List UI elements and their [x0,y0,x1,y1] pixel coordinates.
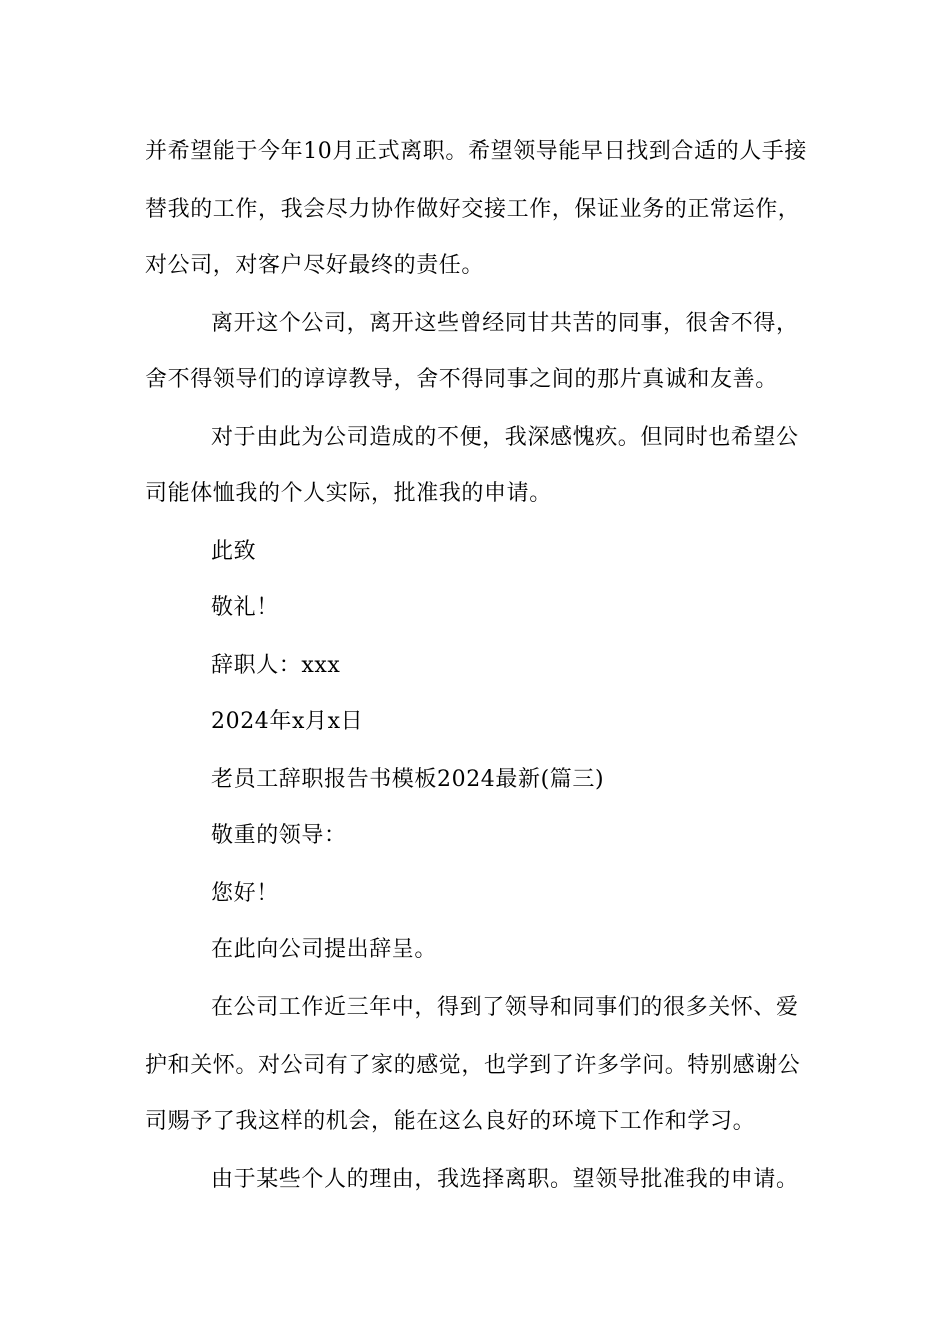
paragraph-line: 离开这个公司，离开这些曾经同甘共苦的同事，很舍不得， [211,311,799,336]
greeting-line: 您好！ [211,881,279,906]
paragraph-line: 对公司，对客户尽好最终的责任。 [145,253,485,278]
paragraph-line: 舍不得领导们的谆谆教导，舍不得同事之间的那片真诚和友善。 [145,367,778,392]
greeting-line: 敬重的领导： [211,823,347,848]
paragraph-line: 在公司工作近三年中，得到了领导和同事们的很多关怀、爱 [211,995,799,1020]
signature-line: 辞职人：xxx [211,653,341,678]
paragraph-line: 在此向公司提出辞呈。 [211,937,438,962]
paragraph-line: 司能体恤我的个人实际，批准我的申请。 [145,481,552,506]
paragraph-line: 由于某些个人的理由，我选择离职。望领导批准我的申请。 [211,1167,799,1192]
paragraph-line: 替我的工作，我会尽力协作做好交接工作，保证业务的正常运作， [145,197,801,222]
paragraph-line: 对于由此为公司造成的不便，我深感愧疚。但同时也希望公 [211,425,799,450]
section-title: 老员工辞职报告书模板2024最新(篇三) [211,767,605,792]
closing-salutation: 此致 [211,539,257,564]
paragraph-line: 并希望能于今年10月正式离职。希望领导能早日找到合适的人手接 [145,139,807,164]
paragraph-line: 护和关怀。对公司有了家的感觉，也学到了许多学问。特别感谢公 [145,1053,801,1078]
date-line: 2024年x月x日 [211,709,364,734]
paragraph-line: 司赐予了我这样的机会，能在这么良好的环境下工作和学习。 [145,1109,756,1134]
closing-regards: 敬礼！ [211,595,279,620]
